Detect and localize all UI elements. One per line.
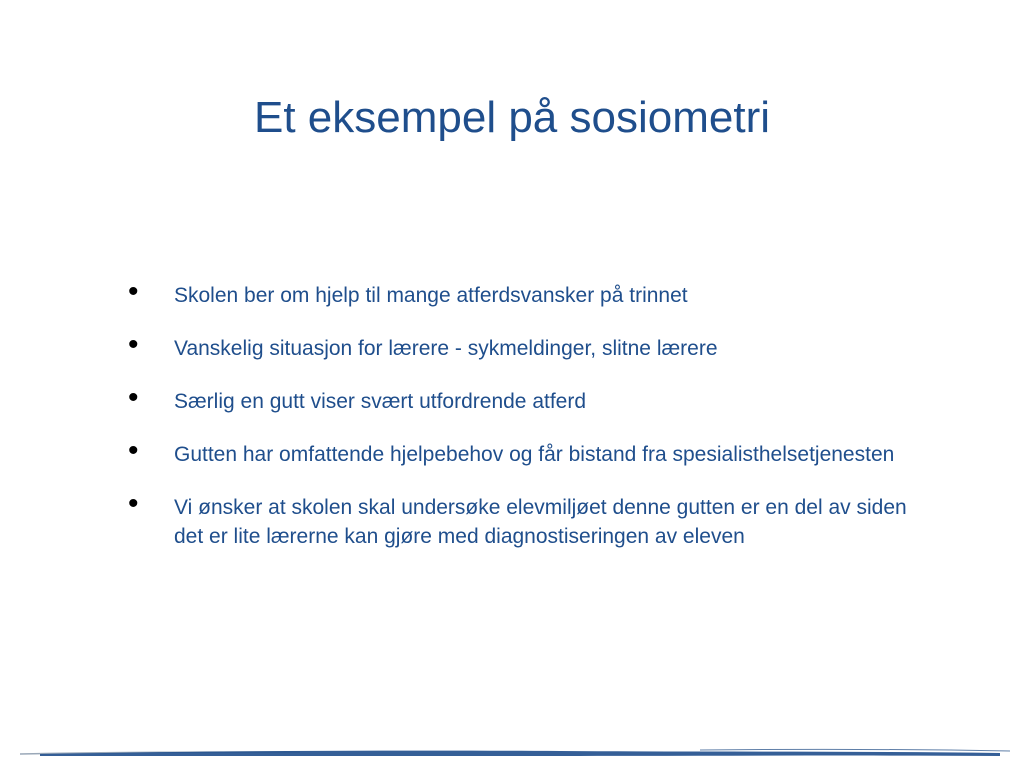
bullet-text: Skolen ber om hjelp til mange atferdsvansker på trinnet — [174, 284, 688, 307]
bullet-list — [128, 275, 928, 575]
slide-title: Et eksempel på sosiometri — [254, 93, 770, 142]
footer-stroke-thin-right — [700, 749, 1010, 751]
bullet-dot-icon: • — [128, 487, 139, 520]
footer-brush-stroke — [0, 738, 1024, 768]
bullet-item — [128, 434, 928, 469]
bullet-item — [128, 328, 928, 363]
bullet-dot-icon: • — [128, 381, 139, 414]
footer-stroke-main — [40, 751, 1000, 756]
bullet-dot-icon: • — [128, 275, 139, 308]
bullet-item — [128, 381, 928, 416]
bullet-dot-icon: • — [128, 328, 139, 361]
bullet-text: Vanskelig situasjon for lærere - sykmeldinger, slitne lærere — [174, 337, 718, 360]
bullet-text: Særlig en gutt viser svært utfordrende atferd — [174, 390, 587, 413]
bullet-item — [128, 275, 928, 310]
bullet-dot-icon: • — [128, 434, 139, 467]
bullet-item — [128, 487, 928, 551]
bullet-text: Gutten har omfattende hjelpebehov og får bistand fra spesialisthelsetjenesten — [174, 443, 895, 466]
bullet-text: Vi ønsker at skolen skal undersøke elevmiljøet denne gutten er en del av siden det er lite lærerne kan gjøre med diagnostiseringen av eleven — [174, 496, 907, 548]
